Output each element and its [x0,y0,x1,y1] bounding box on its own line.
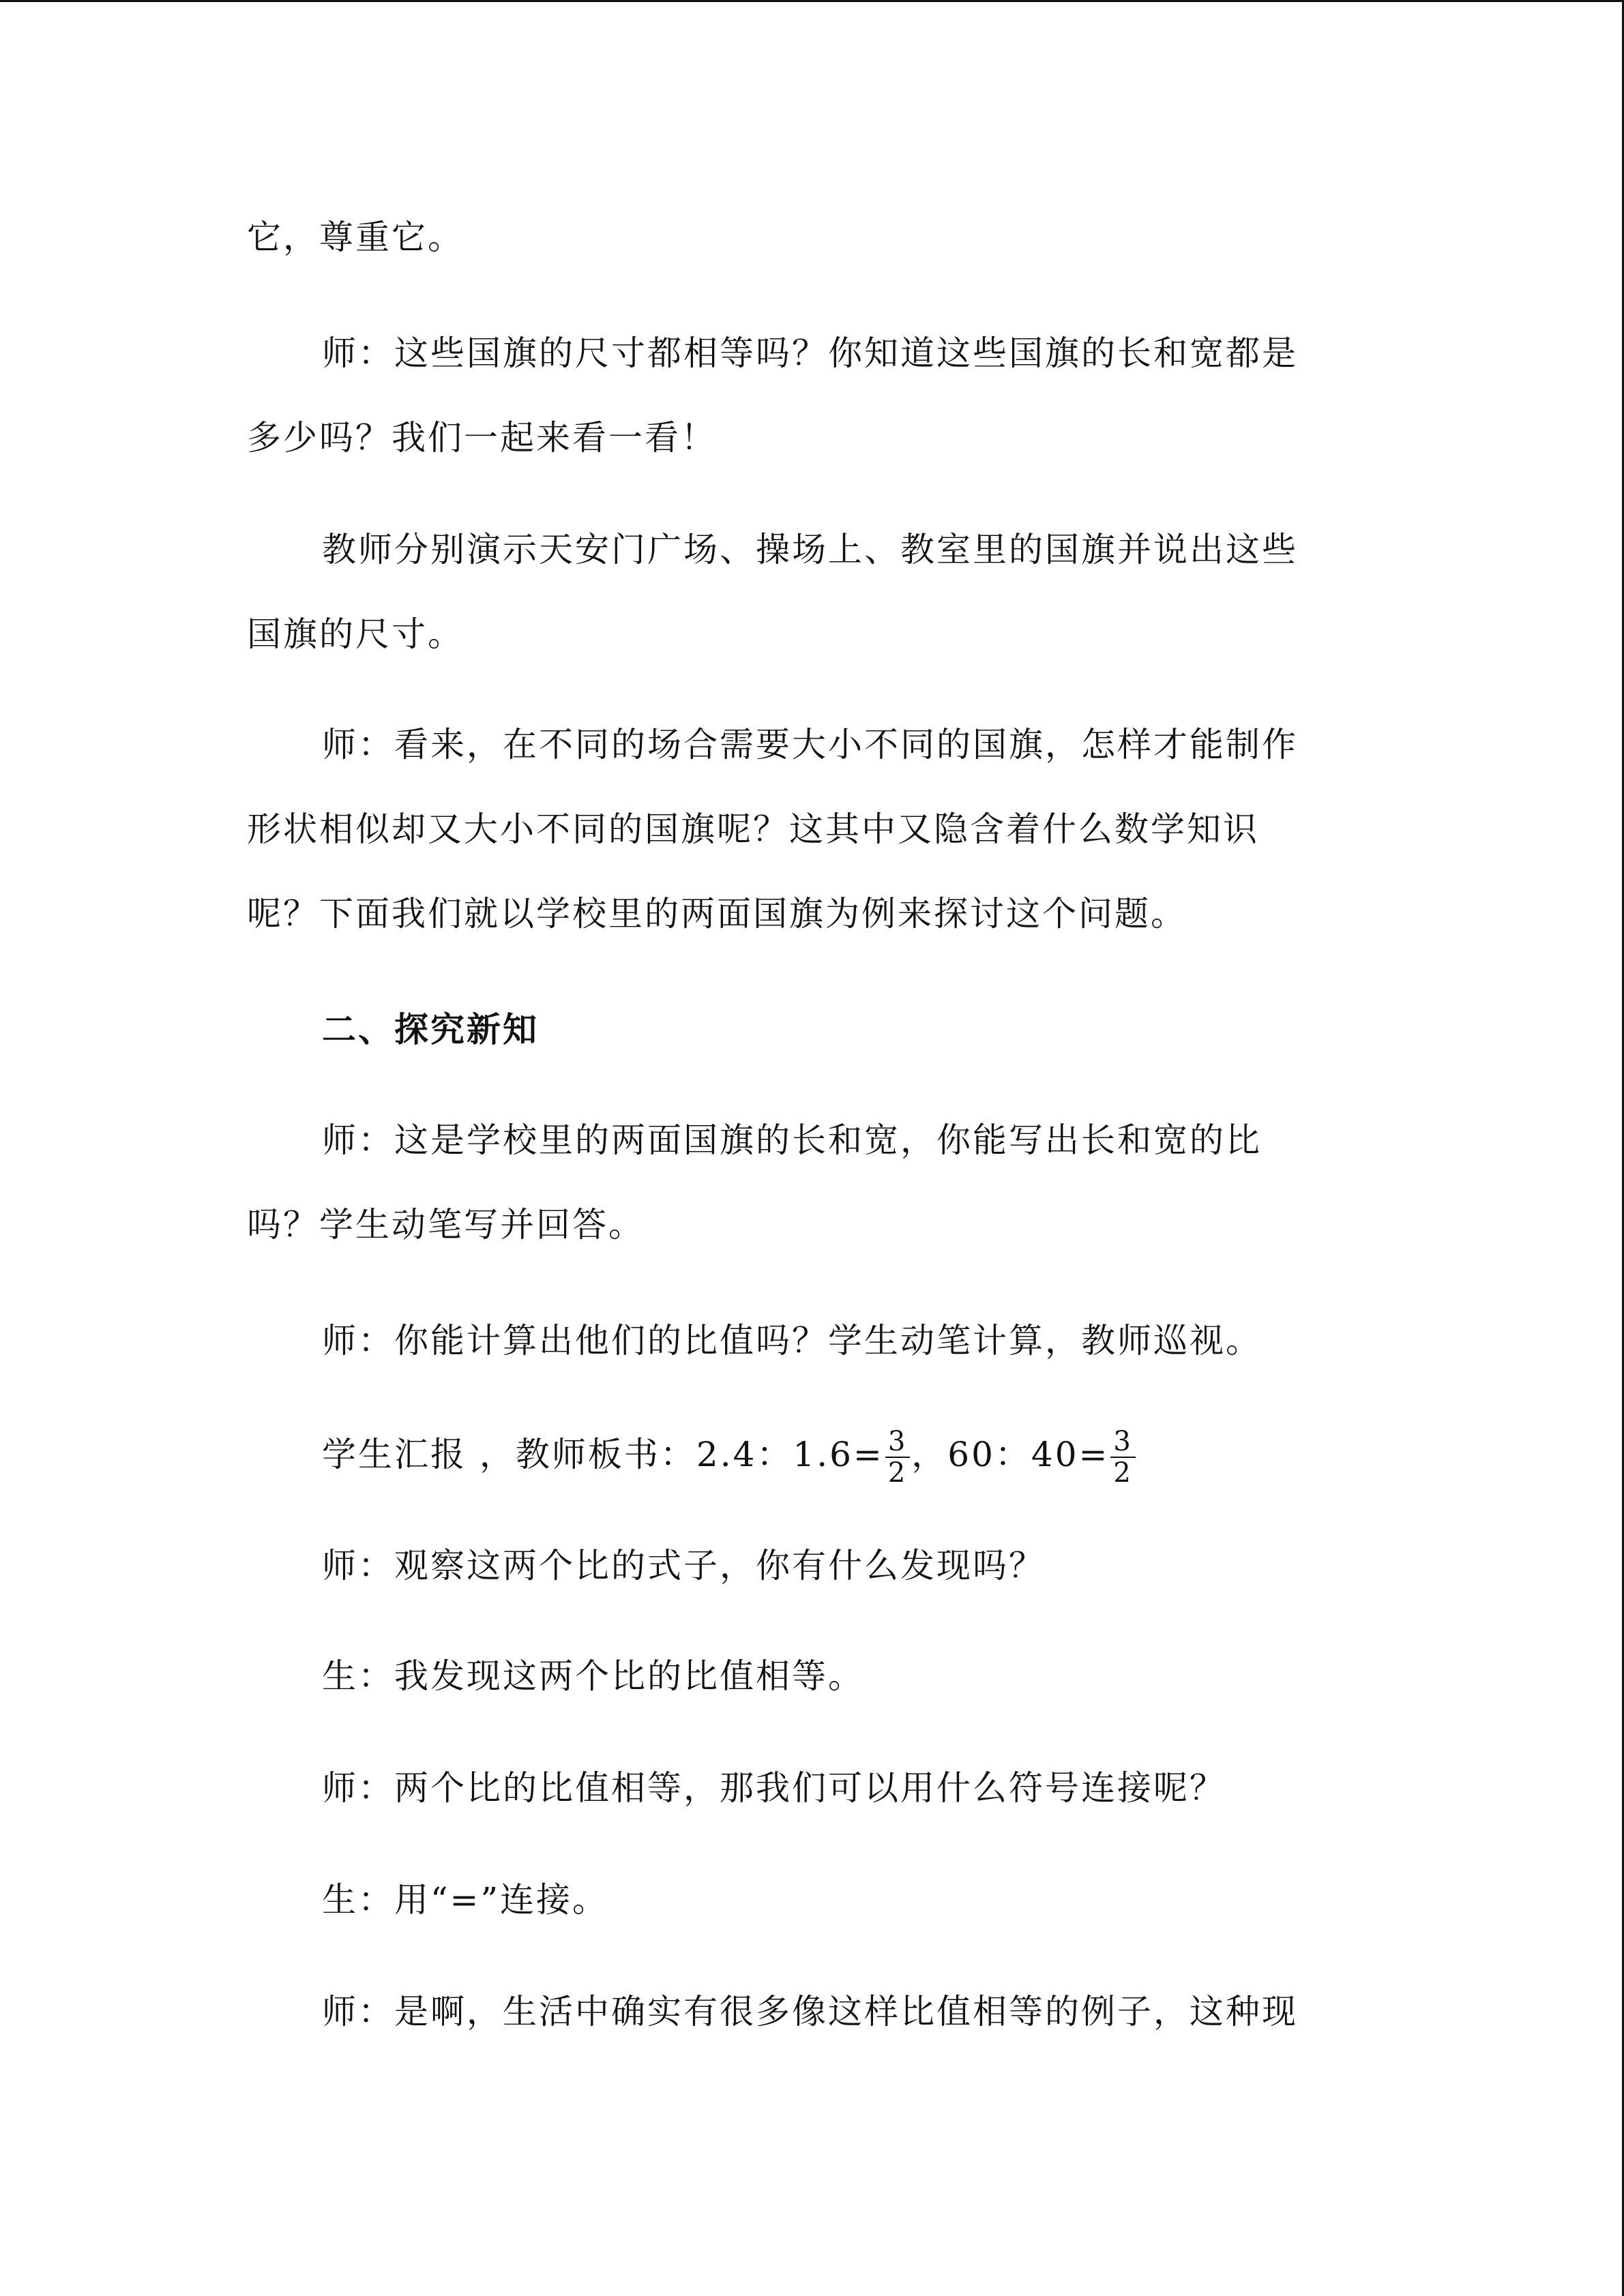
fraction [885,1427,910,1488]
paragraph-line: 师：两个比的比值相等，那我们可以用什么符号连接呢？ [322,1768,1226,1808]
paragraph-line: 吗？学生动笔写并回答。 [247,1205,645,1244]
paragraph-line: 教师分别演示天安门广场、操场上、教室里的国旗并说出这些 [322,530,1298,569]
paragraph-line: 多少吗？我们一起来看一看！ [247,418,717,458]
top-border-line [0,0,1624,2]
paragraph-line: 师：看来，在不同的场合需要大小不同的国旗，怎样才能制作 [322,725,1298,764]
formula-line [322,1427,1137,1488]
paragraph-line: 师：这是学校里的两面国旗的长和宽，你能写出长和宽的比 [322,1120,1262,1160]
paragraph-line: 师：你能计算出他们的比值吗？学生动笔计算，教师巡视。 [322,1321,1262,1360]
paragraph-line: 师：是啊，生活中确实有很多像这样比值相等的例子，这种现 [322,1992,1298,2031]
paragraph-line: 生：用“=”连接。 [322,1880,609,1920]
paragraph-line: 生：我发现这两个比的比值相等。 [322,1656,864,1696]
fraction [1110,1427,1135,1488]
paragraph-line: 师：观察这两个比的式子，你有什么发现吗？ [322,1546,1045,1585]
fraction-denominator: 2 [887,1457,908,1489]
fraction-numerator: 3 [885,1427,910,1458]
paragraph-line: 它，尊重它。 [247,218,464,257]
section-heading: 二、探究新知 [322,1009,539,1049]
paragraph-line: 国旗的尺寸。 [247,614,464,654]
fraction-numerator: 3 [1110,1427,1135,1458]
paragraph-line: 形状相似却又大小不同的国旗呢？这其中又隐含着什么数学知识 [247,809,1259,849]
paragraph-line: 师：这些国旗的尺寸都相等吗？你知道这些国旗的长和宽都是 [322,333,1298,373]
formula-middle: ，60：40= [911,1435,1110,1474]
paragraph-line: 呢？下面我们就以学校里的两面国旗为例来探讨这个问题。 [247,894,1187,934]
fraction-denominator: 2 [1113,1457,1133,1489]
formula-prefix: 学生汇报 ，教师板书：2.4：1.6= [322,1435,884,1474]
